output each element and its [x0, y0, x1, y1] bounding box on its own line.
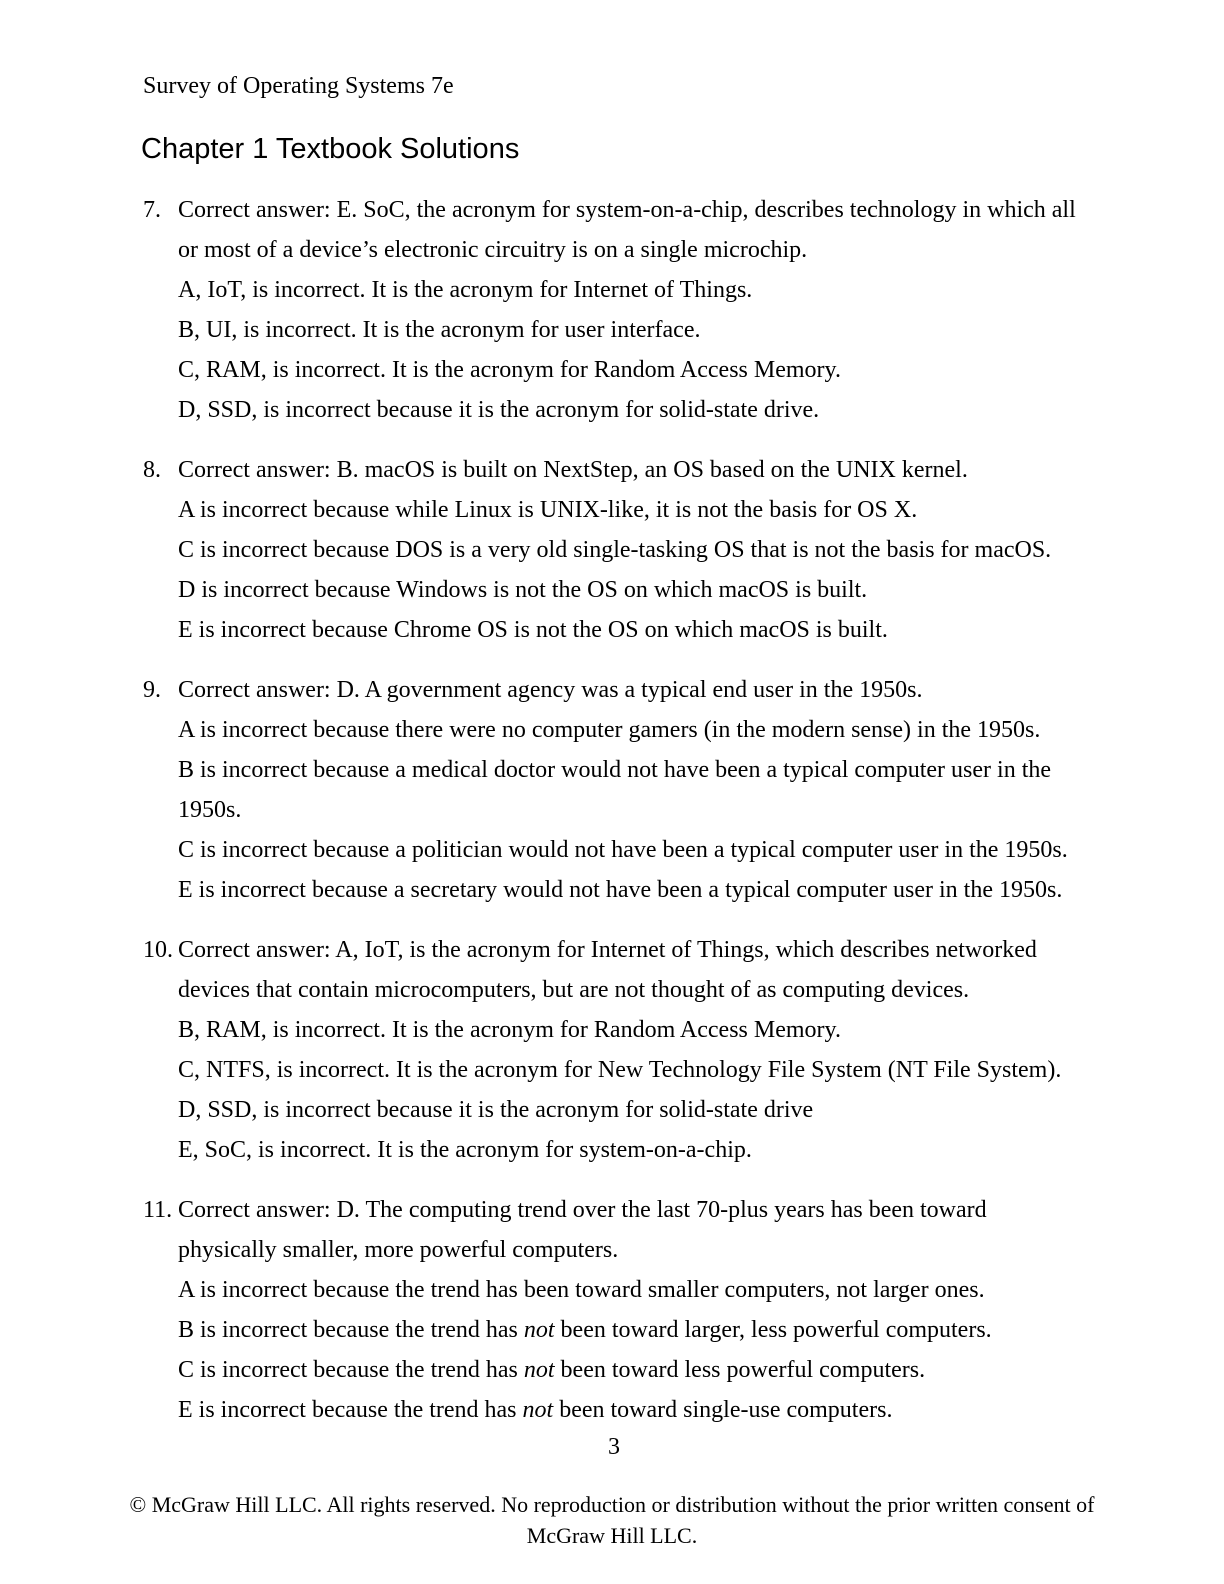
text-run: E is incorrect because the trend has: [178, 1397, 523, 1423]
page-number: 3: [608, 1434, 620, 1460]
text-run: been toward larger, less powerful computers.: [554, 1317, 992, 1343]
text-run: 1950s.: [178, 797, 242, 823]
solution-text-line: [178, 610, 1103, 650]
solutions-list: [143, 190, 1103, 1450]
text-run: E, SoC, is incorrect. It is the acronym for system-on-a-chip.: [178, 1137, 752, 1163]
text-run: E is incorrect because a secretary would not have been a typical computer user in the 1950s.: [178, 877, 1063, 903]
copyright-line-2: McGraw Hill LLC.: [526, 1523, 698, 1548]
solution-text-line: [178, 490, 1103, 530]
italic-text-run: not: [522, 1397, 554, 1423]
solution-text-line: [178, 1390, 1103, 1430]
italic-text-run: not: [523, 1357, 555, 1383]
text-run: Correct answer: D. The computing trend over the last 70-plus years has been toward: [178, 1197, 987, 1223]
text-run: Correct answer: D. A government agency was a typical end user in the 1950s.: [178, 677, 923, 703]
solution-text-line: [178, 710, 1103, 750]
solution-text-line: [178, 750, 1103, 790]
text-run: Correct answer: A, IoT, is the acronym for Internet of Things, which describes networked: [178, 937, 1037, 963]
solution-text-line: [178, 830, 1103, 870]
solution-item: [143, 1190, 1103, 1430]
item-number: 7.: [143, 197, 161, 223]
solution-item: [143, 450, 1103, 650]
solution-text-line: [178, 230, 1103, 270]
text-run: A, IoT, is incorrect. It is the acronym for Internet of Things.: [178, 277, 753, 303]
text-run: C, RAM, is incorrect. It is the acronym for Random Access Memory.: [178, 357, 841, 383]
text-run: been toward less powerful computers.: [554, 1357, 926, 1383]
copyright-line-1: © McGraw Hill LLC. All rights reserved. No reproduction or distribution without the prior written consent of: [129, 1492, 1095, 1517]
solution-item: [143, 930, 1103, 1170]
text-run: C is incorrect because the trend has: [178, 1357, 524, 1383]
document-header: Survey of Operating Systems 7e: [143, 73, 454, 99]
text-run: D, SSD, is incorrect because it is the acronym for solid-state drive.: [178, 397, 820, 423]
solution-text-line: [178, 1090, 1103, 1130]
text-run: D, SSD, is incorrect because it is the acronym for solid-state drive: [178, 1097, 814, 1123]
solution-text-line: [178, 390, 1103, 430]
item-number: 8.: [143, 457, 161, 483]
solution-text-line: [178, 190, 1103, 230]
solution-text-line: [178, 970, 1103, 1010]
text-run: devices that contain microcomputers, but are not thought of as computing devices.: [178, 977, 970, 1003]
solution-text-line: [178, 270, 1103, 310]
solution-text-line: [178, 530, 1103, 570]
text-run: B is incorrect because the trend has: [178, 1317, 524, 1343]
item-number: 9.: [143, 677, 161, 703]
solution-text-line: [178, 1270, 1103, 1310]
item-number: 11.: [143, 1197, 173, 1223]
solution-item: [143, 670, 1103, 910]
text-run: E is incorrect because Chrome OS is not the OS on which macOS is built.: [178, 617, 888, 643]
solution-text-line: [178, 1130, 1103, 1170]
text-run: B, RAM, is incorrect. It is the acronym for Random Access Memory.: [178, 1017, 841, 1043]
text-run: A is incorrect because there were no computer gamers (in the modern sense) in the 1950s.: [178, 717, 1041, 743]
copyright-footer: [100, 1489, 1124, 1551]
item-lines: [178, 450, 1103, 650]
text-run: physically smaller, more powerful computers.: [178, 1237, 619, 1263]
text-run: or most of a device’s electronic circuitry is on a single microchip.: [178, 237, 808, 263]
text-run: B, UI, is incorrect. It is the acronym for user interface.: [178, 317, 701, 343]
solution-text-line: [178, 1350, 1103, 1390]
solution-text-line: [178, 1050, 1103, 1090]
solution-text-line: [178, 570, 1103, 610]
item-lines: [178, 1190, 1103, 1430]
solution-text-line: [178, 1190, 1103, 1230]
solution-text-line: [178, 350, 1103, 390]
text-run: C is incorrect because a politician would not have been a typical computer user in the 1950s.: [178, 837, 1068, 863]
text-run: C, NTFS, is incorrect. It is the acronym for New Technology File System (NT File System).: [178, 1057, 1062, 1083]
page-title: Chapter 1 Textbook Solutions: [141, 133, 520, 165]
solution-text-line: [178, 1010, 1103, 1050]
text-run: B is incorrect because a medical doctor would not have been a typical computer user in the: [178, 757, 1052, 783]
item-lines: [178, 930, 1103, 1170]
solution-text-line: [178, 790, 1103, 830]
text-run: C is incorrect because DOS is a very old single-tasking OS that is not the basis for macOS.: [178, 537, 1052, 563]
item-lines: [178, 670, 1103, 910]
item-lines: [178, 190, 1103, 430]
text-run: Correct answer: B. macOS is built on NextStep, an OS based on the UNIX kernel.: [178, 457, 968, 483]
solution-item: [143, 190, 1103, 430]
text-run: D is incorrect because Windows is not the OS on which macOS is built.: [178, 577, 868, 603]
item-number: 10.: [143, 937, 173, 963]
text-run: A is incorrect because the trend has been toward smaller computers, not larger ones.: [178, 1277, 985, 1303]
solution-text-line: [178, 930, 1103, 970]
text-run: A is incorrect because while Linux is UNIX-like, it is not the basis for OS X.: [178, 497, 918, 523]
solution-text-line: [178, 310, 1103, 350]
solution-text-line: [178, 670, 1103, 710]
solution-text-line: [178, 1230, 1103, 1270]
solution-text-line: [178, 450, 1103, 490]
text-run: Correct answer: E. SoC, the acronym for system-on-a-chip, describes technology in which all: [178, 197, 1076, 223]
solution-text-line: [178, 1310, 1103, 1350]
text-run: been toward single-use computers.: [553, 1397, 893, 1423]
solution-text-line: [178, 870, 1103, 910]
italic-text-run: not: [523, 1317, 555, 1343]
